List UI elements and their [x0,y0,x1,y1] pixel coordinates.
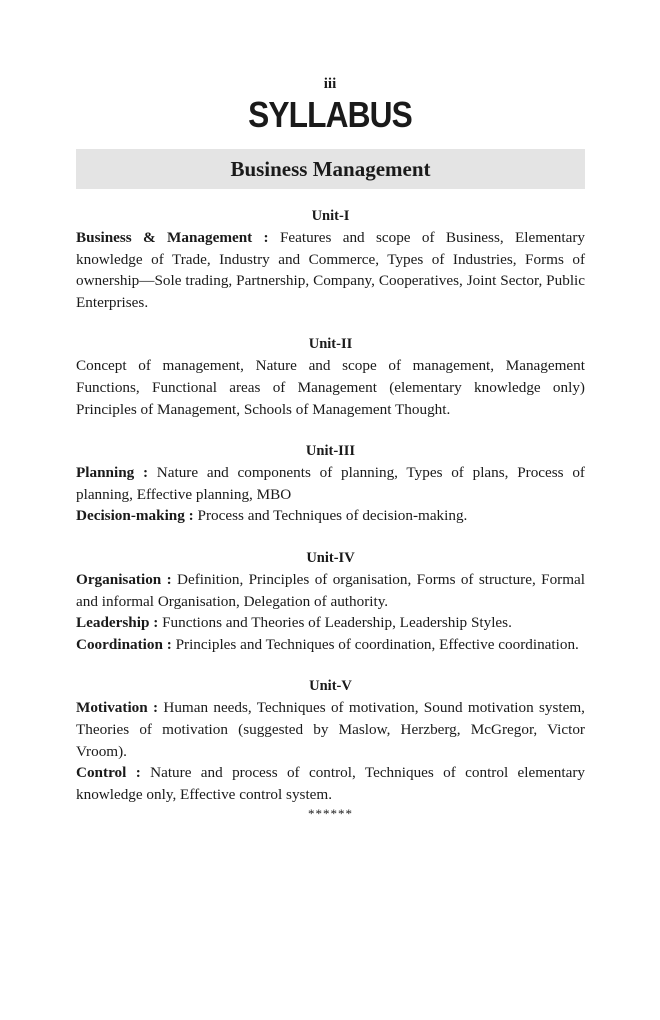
paragraph-term: Leadership : [76,614,159,632]
unit-heading: Unit-II [308,336,353,353]
paragraph-text: Concept of management, Nature and scope of management, Management Functions, Functional areas of Management (elementary knowledge only) Principles of Management, Schools of Management Thought. [76,357,585,418]
paragraph-term: Coordination : [76,635,172,653]
paragraph-term: Organisation : [76,570,172,588]
unit-3 [76,440,585,527]
paragraph-text: Process and Techniques of decision-making. [193,507,468,525]
unit-paragraph [76,634,585,656]
unit-paragraph [76,462,585,505]
unit-paragraph [76,505,585,527]
paragraph-text: Nature and components of planning, Types of plans, Process of planning, Effective planning, MBO [76,464,585,503]
paragraph-text: Features and scope of Business, Elementary knowledge of Trade, Industry and Commerce, Types of Industries, Forms of ownership—Sole trading, Partnership, Company, Cooperatives, Joint Sector, Public Enterprises. [76,229,585,311]
unit-paragraph [76,697,585,762]
unit-paragraph [76,762,585,805]
paragraph-text: Functions and Theories of Leadership, Leadership Styles. [158,614,512,632]
end-mark: ****** [308,806,353,822]
page-title: SYLLABUS [248,94,412,135]
unit-heading: Unit-V [309,678,352,695]
subject-title: Business Management [230,157,431,181]
page-number: iii [323,76,337,92]
unit-2 [76,333,585,420]
unit-heading: Unit-IV [306,549,355,566]
paragraph-text: Human needs, Techniques of motivation, Sound motivation system, Theories of motivation (suggested by Maslow, Herzberg, McGregor, Victor Vroom). [76,699,585,760]
unit-paragraph [76,355,585,420]
unit-paragraph [76,612,585,634]
unit-5 [76,675,585,805]
unit-4 [76,547,585,655]
unit-heading: Unit-I [311,208,350,224]
paragraph-text: Principles and Techniques of coordination, Effective coordination. [171,635,579,653]
paragraph-text: Definition, Principles of organisation, Forms of structure, Formal and informal Organisation, Delegation of authority. [76,570,585,610]
paragraph-term: Motivation : [76,699,159,717]
subject-band [76,149,585,189]
unit-1 [76,205,585,313]
unit-heading: Unit-III [305,443,356,460]
unit-paragraph [76,227,585,313]
paragraph-text: Nature and process of control, Techniques of control elementary knowledge only, Effective control system. [76,764,585,803]
unit-paragraph [76,569,585,612]
paragraph-term: Decision-making : [76,507,194,525]
paragraph-term: Control : [76,764,141,782]
paragraph-term: Business & Management : [76,229,269,246]
paragraph-term: Planning : [76,464,149,482]
syllabus-content [76,205,585,821]
